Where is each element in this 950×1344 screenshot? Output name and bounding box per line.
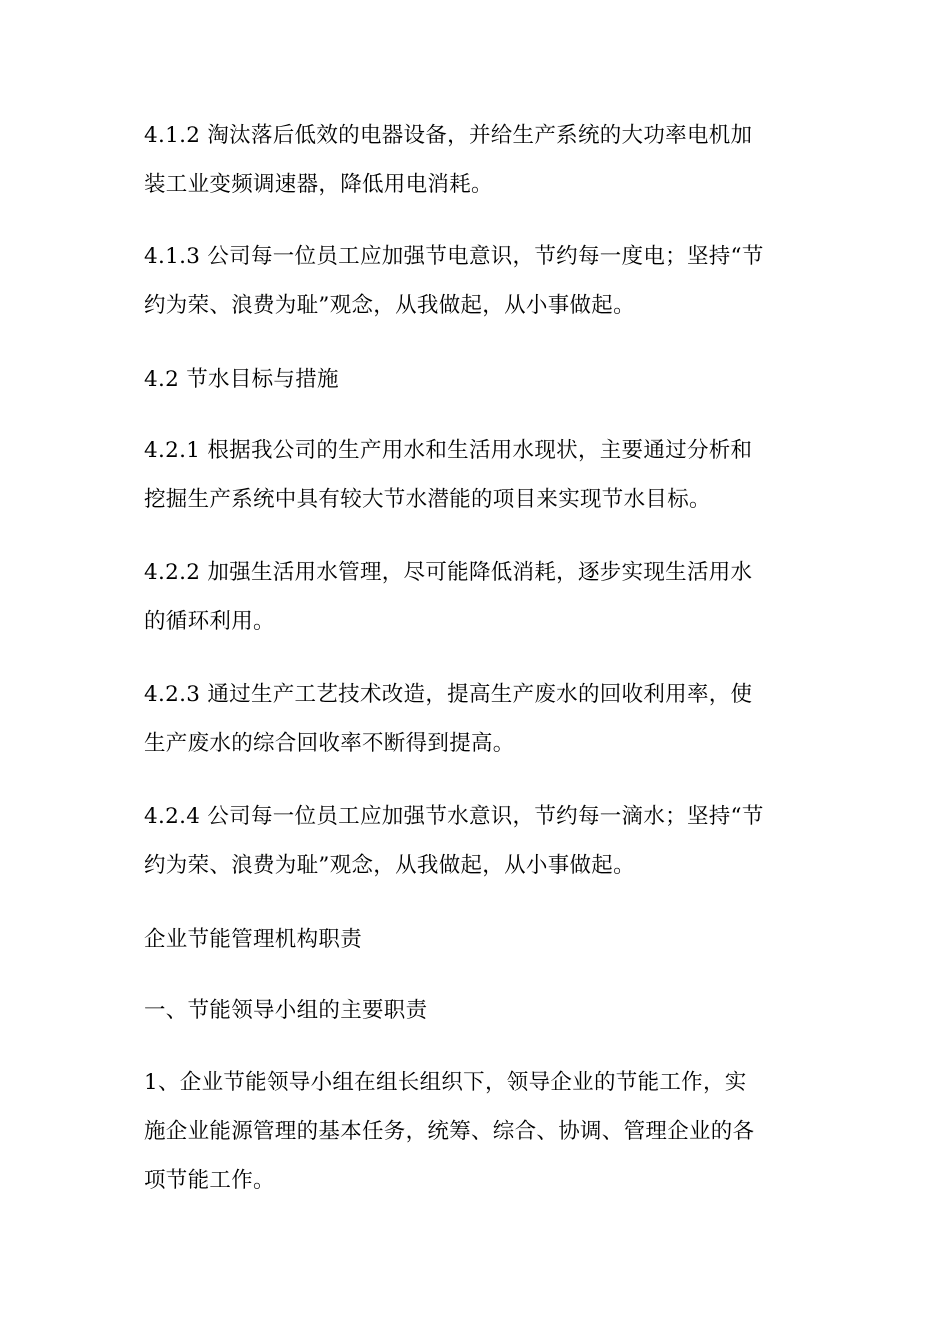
paragraph-4-2-3 <box>144 670 808 768</box>
paragraph-4-2-4 <box>144 792 808 890</box>
text-line: 4.2.1 根据我公司的生产用水和生活用水现状，主要通过分析和 <box>144 438 753 463</box>
text-line: 企业节能管理机构职责 <box>144 927 363 952</box>
text-line: 施企业能源管理的基本任务，统筹、综合、协调、管理企业的各 <box>144 1119 755 1144</box>
text-line: 4.2.2 加强生活用水管理，尽可能降低消耗，逐步实现生活用水 <box>144 560 753 585</box>
text-line: 1、企业节能领导小组在组长组织下，领导企业的节能工作，实 <box>144 1070 747 1095</box>
text-line: 挖掘生产系统中具有较大节水潜能的项目来实现节水目标。 <box>144 487 711 512</box>
heading-energy-management <box>144 915 808 964</box>
heading-leading-group-duties <box>144 986 808 1035</box>
text-line: 4.2.3 通过生产工艺技术改造，提高生产废水的回收利用率，使 <box>144 682 753 707</box>
text-line: 约为荣、浪费为耻”观念，从我做起，从小事做起。 <box>144 853 635 878</box>
text-line: 项节能工作。 <box>144 1168 275 1193</box>
text-line: 4.2.4 公司每一位员工应加强节水意识，节约每一滴水；坚持“节 <box>144 804 764 829</box>
paragraph-4-2-2 <box>144 548 808 646</box>
text-line: 约为荣、浪费为耻”观念，从我做起，从小事做起。 <box>144 293 635 318</box>
text-line: 4.1.3 公司每一位员工应加强节电意识，节约每一度电；坚持“节 <box>144 244 764 269</box>
paragraph-4-1-2 <box>144 111 808 209</box>
heading-4-2 <box>144 355 808 404</box>
paragraph-4-1-3 <box>144 232 808 330</box>
text-line: 一、节能领导小组的主要职责 <box>144 998 428 1023</box>
text-line: 装工业变频调速器，降低用电消耗。 <box>144 172 493 197</box>
paragraph-4-2-1 <box>144 426 808 524</box>
text-line: 4.2 节水目标与措施 <box>144 367 339 392</box>
text-line: 的循环利用。 <box>144 609 275 634</box>
paragraph-item-1 <box>144 1058 808 1205</box>
text-line: 生产废水的综合回收率不断得到提高。 <box>144 731 515 756</box>
text-line: 4.1.2 淘汰落后低效的电器设备，并给生产系统的大功率电机加 <box>144 123 753 148</box>
